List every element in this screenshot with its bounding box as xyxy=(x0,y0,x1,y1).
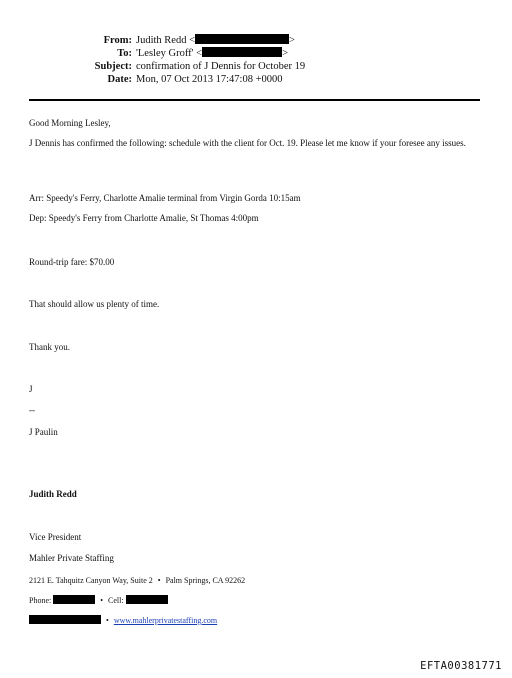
subject-label: Subject: xyxy=(94,61,132,72)
signature-address xyxy=(29,575,481,586)
cell-label: Cell: xyxy=(108,596,124,605)
document-id: EFTA00381771 xyxy=(420,660,502,672)
bullet-icon: • xyxy=(100,596,104,605)
redaction-bar xyxy=(202,47,282,57)
sender-name: J Paulin xyxy=(29,427,58,437)
header-divider xyxy=(29,99,480,101)
signature-title: Vice President xyxy=(29,532,82,542)
redaction-bar xyxy=(126,595,168,604)
body-paragraph: J Dennis has confirmed the following: schedule with the client for Oct. 19. Please let me know if your foresee any issues. xyxy=(29,138,466,148)
time-note: That should allow us plenty of time. xyxy=(29,299,160,309)
arrival-line: Arr: Speedy's Ferry, Charlotte Amalie terminal from Virgin Gorda 10:15am xyxy=(29,193,301,203)
signature-company: Mahler Private Staffing xyxy=(29,553,114,563)
city-state-zip: Palm Springs, CA 92262 xyxy=(165,576,246,585)
greeting: Good Morning Lesley, xyxy=(29,118,111,128)
bullet-icon: • xyxy=(106,616,109,625)
from-label: From: xyxy=(103,35,132,46)
subject-row xyxy=(0,60,512,74)
date-label: Date: xyxy=(107,74,132,85)
redaction-bar xyxy=(195,34,289,44)
phone-label: Phone: xyxy=(29,596,52,605)
thanks-line: Thank you. xyxy=(29,342,70,352)
date-row xyxy=(0,73,512,87)
website-link[interactable]: www.mahlerprivatestaffing.com xyxy=(113,616,218,625)
signature-web xyxy=(29,615,481,626)
signature-name: Judith Redd xyxy=(29,489,77,499)
initial-line: J xyxy=(29,384,33,394)
from-name: Judith Redd < xyxy=(136,35,196,46)
signature-dashes: -- xyxy=(29,405,35,415)
redaction-bar xyxy=(29,615,101,624)
street-address: 2121 E. Tahquitz Canyon Way, Suite 2 xyxy=(29,576,153,585)
from-row: From: Judith Redd < > xyxy=(103,35,295,46)
fare-line: Round-trip fare: $70.00 xyxy=(29,257,115,267)
redaction-bar xyxy=(53,595,95,604)
signature-phones xyxy=(29,595,481,606)
departure-line: Dep: Speedy's Ferry from Charlotte Amalie, St Thomas 4:00pm xyxy=(29,213,259,223)
to-label: To: xyxy=(117,48,132,59)
date-value: Mon, 07 Oct 2013 17:47:08 +0000 xyxy=(136,74,283,85)
subject-value: confirmation of J Dennis for October 19 xyxy=(136,61,306,72)
bullet-icon: • xyxy=(157,576,161,585)
to-name: 'Lesley Groff' < xyxy=(136,48,203,59)
to-row: To: 'Lesley Groff' < > xyxy=(117,48,288,59)
